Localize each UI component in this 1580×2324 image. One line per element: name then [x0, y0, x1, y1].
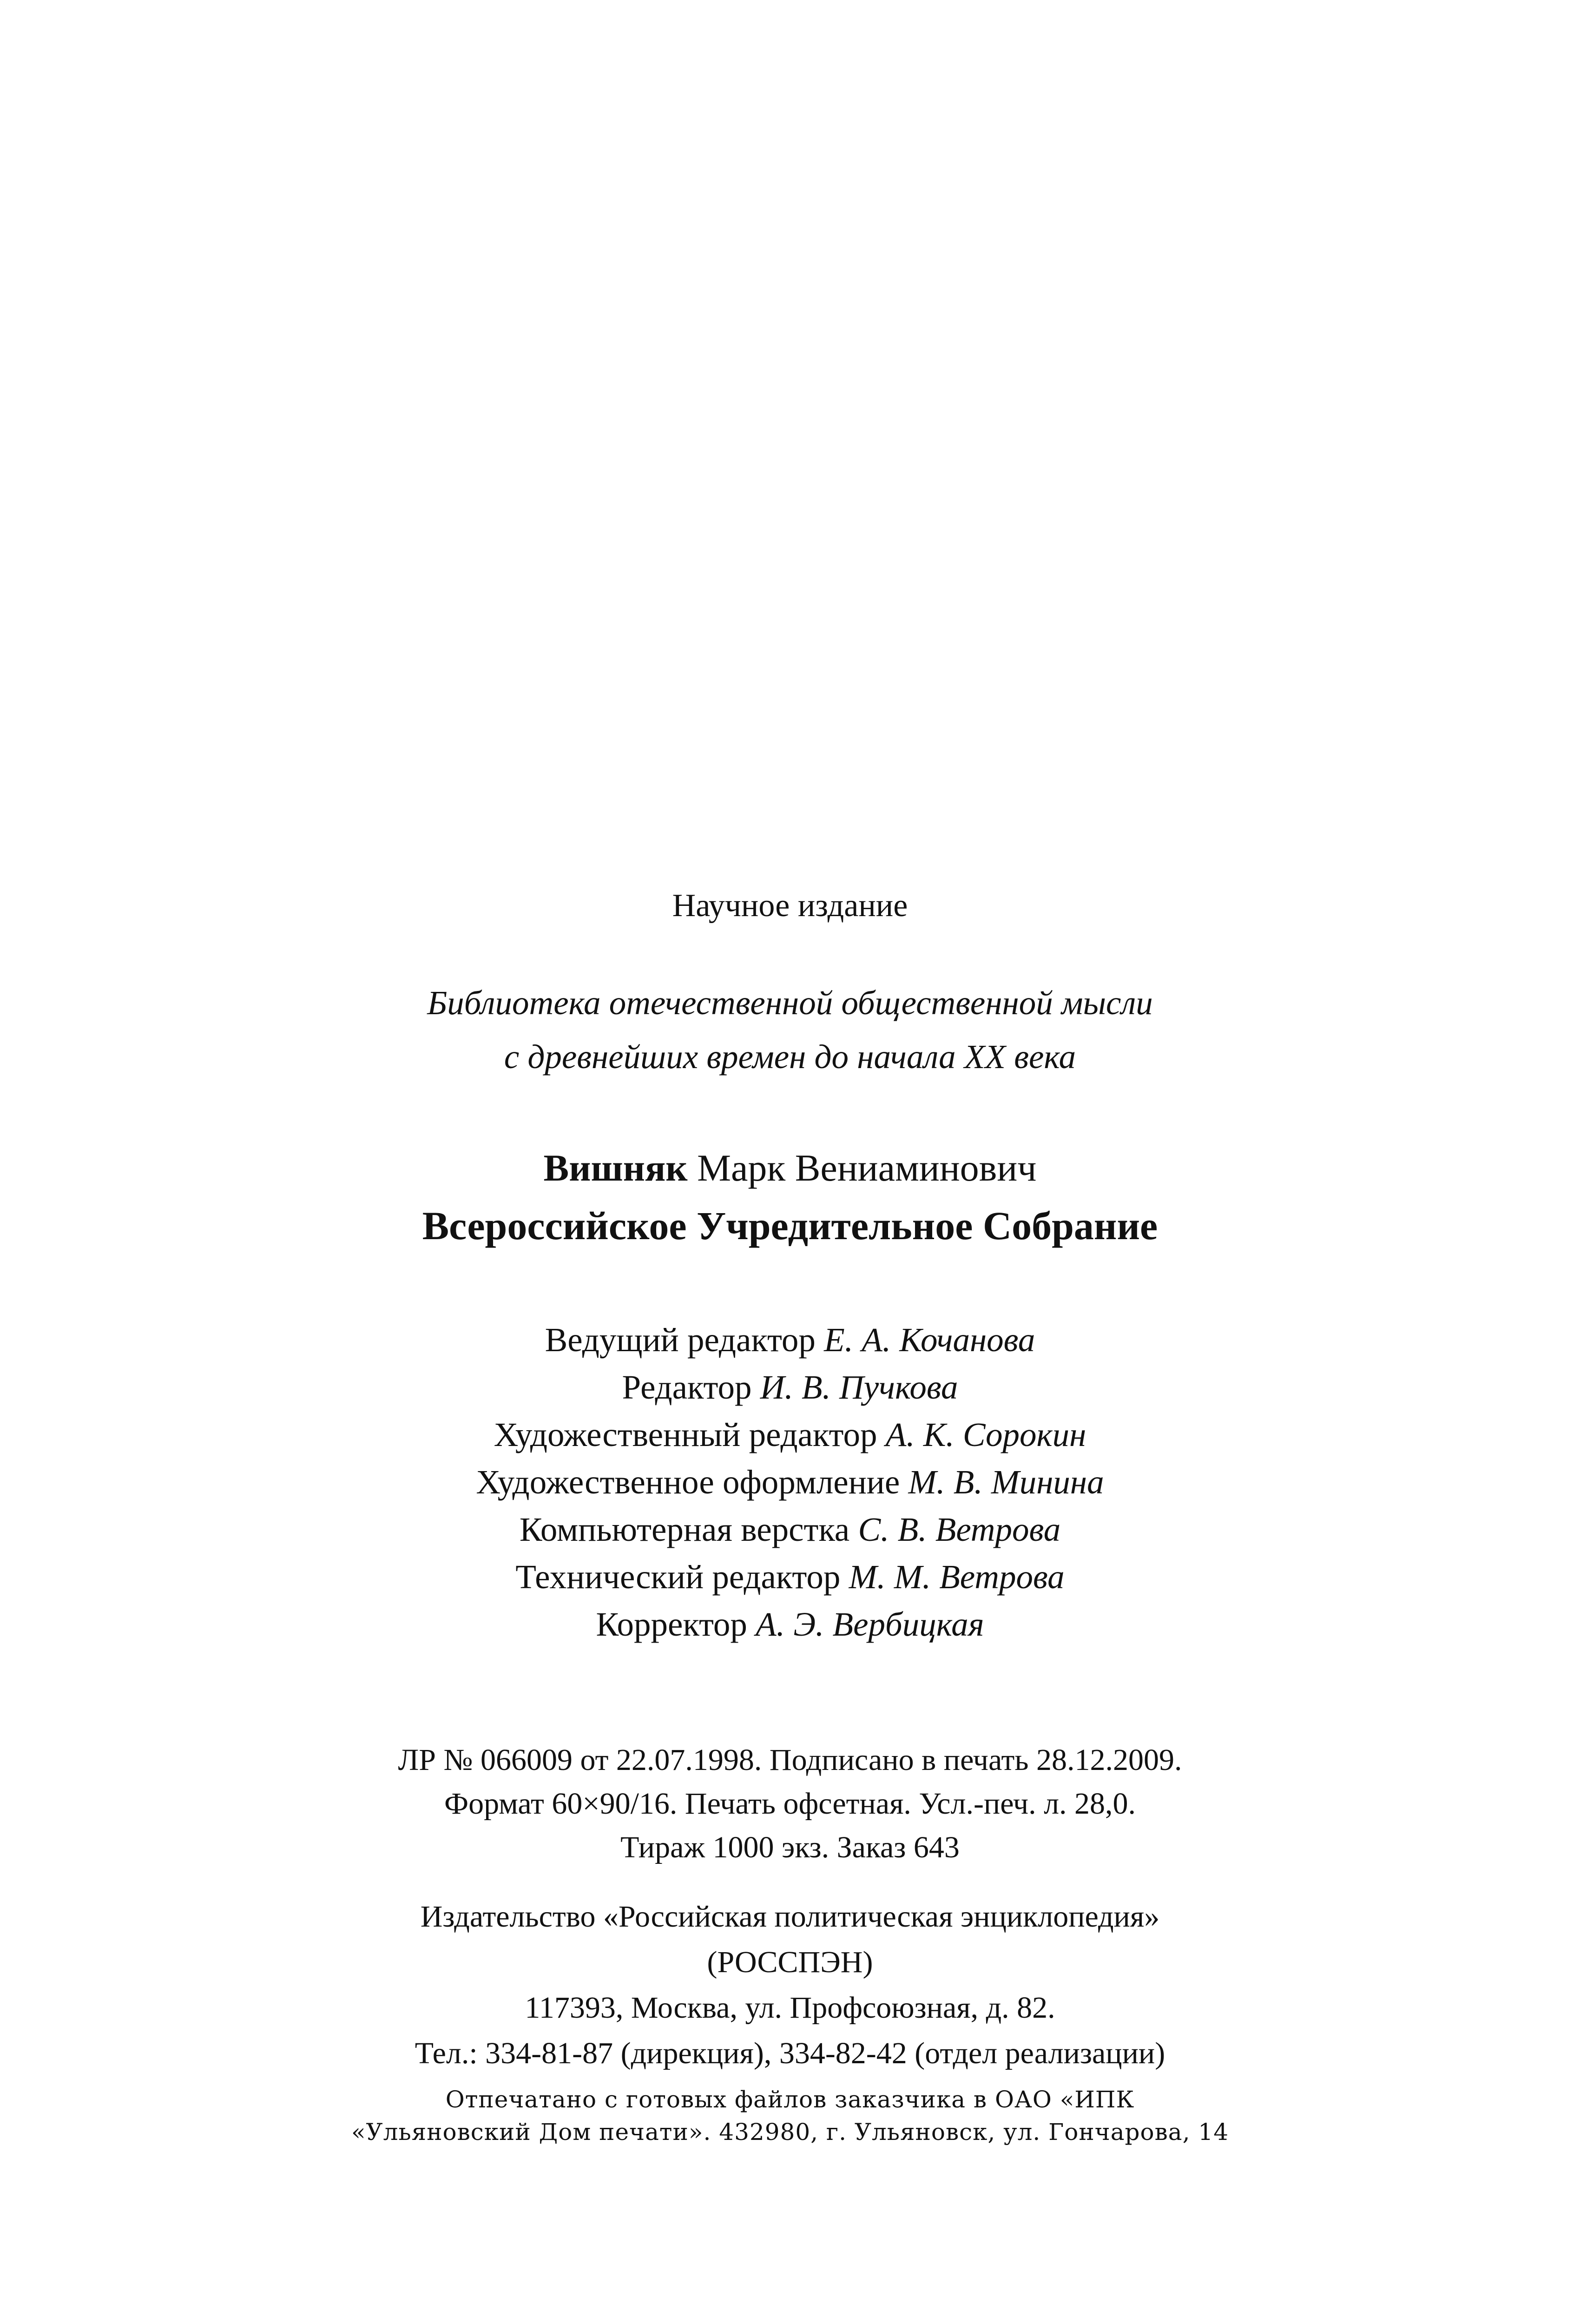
credit-role: Художественный редактор [494, 1416, 877, 1453]
credits-list [0, 1316, 1580, 1648]
imprint-line-2: Формат 60×90/16. Печать офсетная. Усл.-печ. л. 28,0. [444, 1787, 1136, 1821]
publisher-info [0, 1894, 1580, 2076]
credit-line [0, 1506, 1580, 1553]
author-surname: Вишняк [543, 1147, 688, 1189]
book-title-text: Всероссийское Учредительное Собрание [422, 1203, 1158, 1248]
credit-role: Корректор [596, 1605, 747, 1643]
credit-person: М. М. Ветрова [849, 1558, 1065, 1596]
credit-line [0, 1553, 1580, 1601]
publisher-line-2: (РОССПЭН) [707, 1945, 873, 1979]
credit-role: Компьютерная верстка [519, 1511, 850, 1548]
publisher-line-1: Издательство «Российская политическая энциклопедия» [420, 1900, 1160, 1934]
credit-person: А. К. Сорокин [885, 1416, 1086, 1453]
credit-person: С. В. Ветрова [858, 1511, 1061, 1548]
publisher-address: 117393, Москва, ул. Профсоюзная, д. 82. [525, 1991, 1055, 2025]
series-line-2: с древнейших времен до начала XX века [504, 1038, 1076, 1076]
credit-role: Художественное оформление [476, 1463, 900, 1501]
printer-line-1: Отпечатано с готовых файлов заказчика в ОАО «ИПК [445, 2086, 1135, 2113]
imprint-line-1: ЛР № 066009 от 22.07.1998. Подписано в печать 28.12.2009. [398, 1743, 1182, 1777]
credit-person: И. В. Пучкова [760, 1368, 958, 1406]
credit-person: М. В. Минина [908, 1463, 1104, 1501]
series-title [0, 976, 1580, 1084]
printer-line-2: «Ульяновский Дом печати». 432980, г. Ульяновск, ул. Гончарова, 14 [351, 2119, 1229, 2146]
publisher-phones: Тел.: 334-81-87 (дирекция), 334-82-42 (отдел реализации) [415, 2036, 1165, 2070]
credit-person: А. Э. Вербицкая [756, 1605, 984, 1643]
credit-line [0, 1601, 1580, 1648]
credit-role: Ведущий редактор [545, 1321, 816, 1359]
printer-info [0, 2083, 1580, 2148]
imprint-details [0, 1738, 1580, 1869]
publication-genre [0, 885, 1580, 926]
author-given-names: Марк Вениаминович [697, 1147, 1037, 1189]
book-title [0, 1200, 1580, 1251]
genre-text: Научное издание [672, 888, 908, 924]
credit-role: Редактор [622, 1368, 752, 1406]
imprint-line-3: Тираж 1000 экз. Заказ 643 [620, 1830, 960, 1864]
credit-line [0, 1411, 1580, 1459]
series-line-1: Библиотека отечественной общественной мысли [427, 984, 1153, 1022]
credit-person: Е. А. Кочанова [824, 1321, 1035, 1359]
author-name [0, 1141, 1580, 1195]
credit-line [0, 1364, 1580, 1411]
credit-line [0, 1459, 1580, 1506]
credit-role: Технический редактор [515, 1558, 841, 1596]
credit-line [0, 1316, 1580, 1364]
